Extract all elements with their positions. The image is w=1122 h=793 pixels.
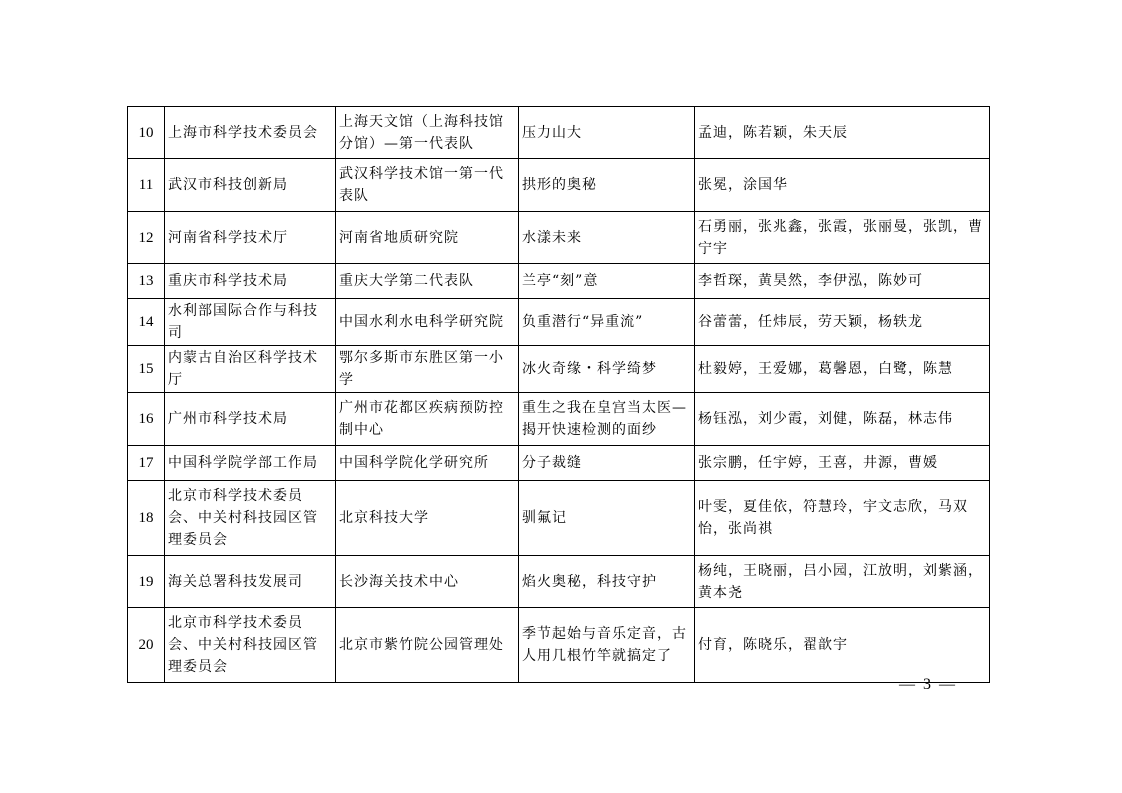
team-unit: 中国科学院化学研究所: [336, 446, 519, 481]
table-row: [128, 264, 990, 299]
team-members: 杜毅婷，王爱娜，葛馨恩，白鹭，陈慧: [695, 346, 990, 393]
team-unit: 河南省地质研究院: [336, 212, 519, 264]
recommending-org: 北京市科学技术委员会、中关村科技园区管理委员会: [165, 608, 336, 683]
table-row: [128, 159, 990, 212]
work-title: 重生之我在皇宫当太医—揭开快速检测的面纱: [519, 393, 695, 446]
work-title: 分子裁缝: [519, 446, 695, 481]
team-members: 杨纯，王晓丽，吕小园，江放明，刘紫涵，黄本尧: [695, 556, 990, 608]
recommending-org: 海关总署科技发展司: [165, 556, 336, 608]
team-members: 石勇丽，张兆鑫，张霞，张丽曼，张凯，曹宁宇: [695, 212, 990, 264]
work-title: 焰火奥秘，科技守护: [519, 556, 695, 608]
recommending-org: 内蒙古自治区科学技术厅: [165, 346, 336, 393]
table-row: [128, 393, 990, 446]
table-row: [128, 299, 990, 346]
table-row: [128, 481, 990, 556]
row-number: 13: [128, 264, 165, 299]
page-number: — 3 —: [899, 676, 957, 693]
team-unit: 上海天文馆（上海科技馆分馆）—第一代表队: [336, 107, 519, 159]
team-members: 付育，陈晓乐，翟歆宇: [695, 608, 990, 683]
team-members: 叶雯，夏佳依，符慧玲，宇文志欣，马双怡，张尚祺: [695, 481, 990, 556]
team-unit: 中国水利水电科学研究院: [336, 299, 519, 346]
recommending-org: 武汉市科技创新局: [165, 159, 336, 212]
team-members: 李哲琛，黄昊然，李伊泓，陈妙可: [695, 264, 990, 299]
row-number: 12: [128, 212, 165, 264]
row-number: 19: [128, 556, 165, 608]
team-unit: 广州市花都区疾病预防控制中心: [336, 393, 519, 446]
work-title: 季节起始与音乐定音，古人用几根竹竿就搞定了: [519, 608, 695, 683]
row-number: 17: [128, 446, 165, 481]
results-table: [127, 106, 990, 683]
work-title: 压力山大: [519, 107, 695, 159]
team-members: 张宗鹏，任宇婷，王喜，井源，曹媛: [695, 446, 990, 481]
recommending-org: 重庆市科学技术局: [165, 264, 336, 299]
table-row: [128, 107, 990, 159]
row-number: 18: [128, 481, 165, 556]
team-members: 张冕，涂国华: [695, 159, 990, 212]
team-unit: 长沙海关技术中心: [336, 556, 519, 608]
team-unit: 重庆大学第二代表队: [336, 264, 519, 299]
row-number: 20: [128, 608, 165, 683]
recommending-org: 上海市科学技术委员会: [165, 107, 336, 159]
table-row: [128, 346, 990, 393]
work-title: 兰亭“刻”意: [519, 264, 695, 299]
recommending-org: 广州市科学技术局: [165, 393, 336, 446]
row-number: 10: [128, 107, 165, 159]
work-title: 负重潜行“异重流”: [519, 299, 695, 346]
row-number: 15: [128, 346, 165, 393]
work-title: 拱形的奥秘: [519, 159, 695, 212]
row-number: 11: [128, 159, 165, 212]
team-unit: 北京市紫竹院公园管理处: [336, 608, 519, 683]
team-members: 谷蕾蕾，任炜辰，劳天颖，杨轶龙: [695, 299, 990, 346]
row-number: 14: [128, 299, 165, 346]
work-title: 冰火奇缘・科学绮梦: [519, 346, 695, 393]
team-unit: 武汉科学技术馆一第一代表队: [336, 159, 519, 212]
recommending-org: 北京市科学技术委员会、中关村科技园区管理委员会: [165, 481, 336, 556]
table-row: [128, 556, 990, 608]
row-number: 16: [128, 393, 165, 446]
team-unit: 鄂尔多斯市东胜区第一小学: [336, 346, 519, 393]
team-members: 孟迪，陈若颖，朱天辰: [695, 107, 990, 159]
table-row: [128, 608, 990, 683]
work-title: 驯氟记: [519, 481, 695, 556]
work-title: 水漾未来: [519, 212, 695, 264]
table-row: [128, 212, 990, 264]
recommending-org: 水利部国际合作与科技司: [165, 299, 336, 346]
team-unit: 北京科技大学: [336, 481, 519, 556]
table-row: [128, 446, 990, 481]
recommending-org: 中国科学院学部工作局: [165, 446, 336, 481]
recommending-org: 河南省科学技术厅: [165, 212, 336, 264]
team-members: 杨钰泓，刘少霞，刘健，陈磊，林志伟: [695, 393, 990, 446]
